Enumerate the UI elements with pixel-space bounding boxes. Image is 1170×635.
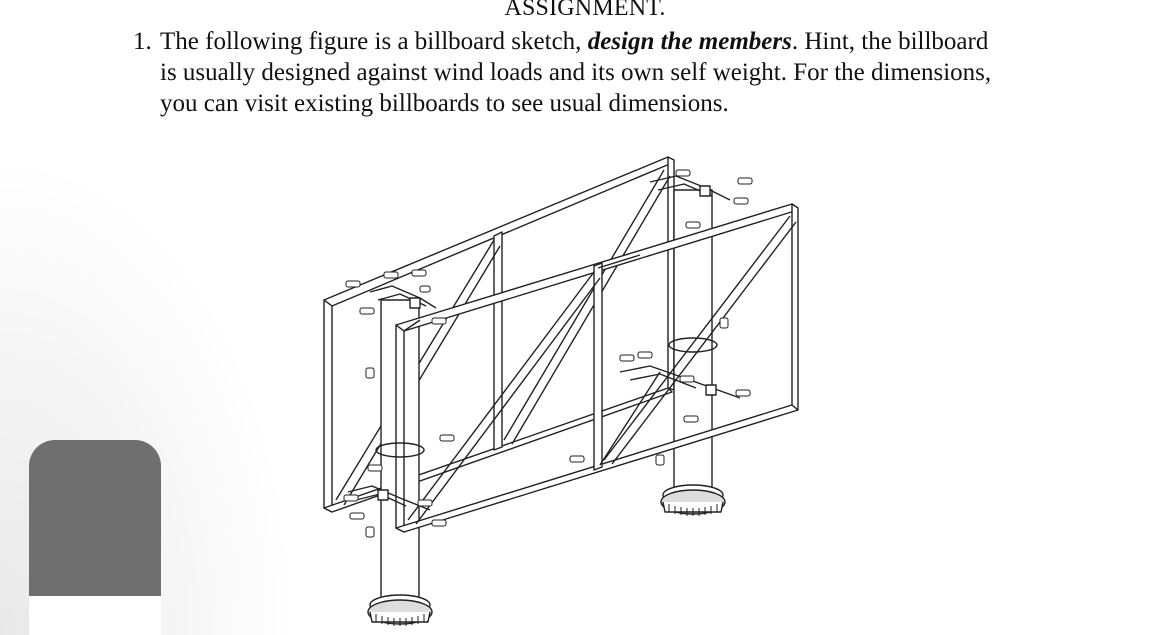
assignment-item-1 bbox=[133, 26, 1063, 119]
item-line-3: you can visit existing billboards to see usual dimensions. bbox=[160, 90, 729, 117]
assignment-heading: ASSIGNMENT. bbox=[504, 0, 666, 21]
text-emphasis: design the members bbox=[587, 28, 792, 55]
gray-side-tab[interactable] bbox=[29, 440, 161, 596]
text-intro: The following figure is a billboard sketch, bbox=[160, 28, 588, 55]
item-line-2: is usually designed against wind loads and its own self weight. For the dimensions, bbox=[160, 59, 992, 86]
item-text bbox=[160, 26, 1063, 119]
item-line-1 bbox=[160, 26, 1063, 57]
tab-base bbox=[29, 596, 161, 635]
text-rest: . Hint, the billboard bbox=[791, 28, 989, 55]
billboard-sketch-icon bbox=[300, 150, 820, 635]
item-number: 1. bbox=[133, 28, 152, 55]
